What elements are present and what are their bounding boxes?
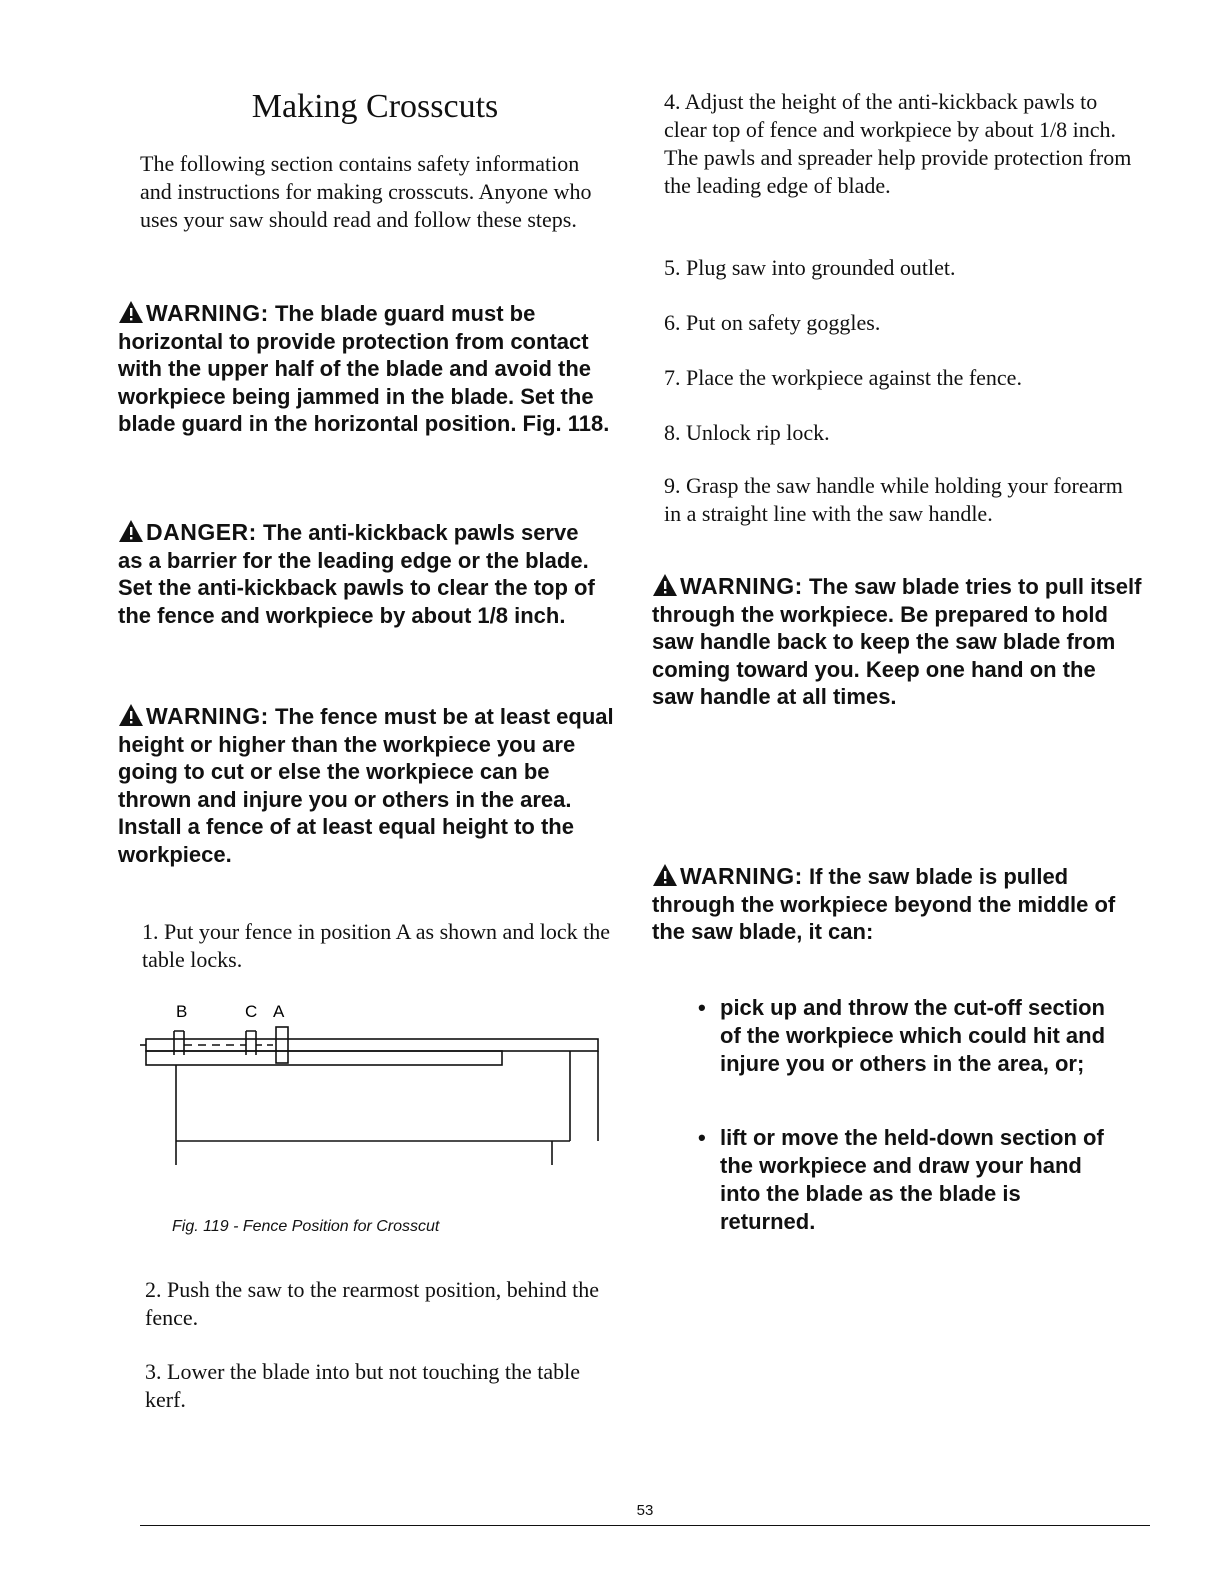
step-5: 5. Plug saw into grounded outlet.	[664, 255, 956, 280]
warning-text: The blade guard must be horizontal to provide protection from contact with the upper half of the blade and avoid the workpiece being jammed in the blade. Set the blade guard in the horizontal position. Fig. 118.	[118, 301, 610, 436]
page-number: 53	[636, 1502, 654, 1519]
bullet-icon: •	[698, 1125, 706, 1150]
page-title: Making Crosscuts	[251, 88, 499, 125]
warning-text: The saw blade tries to pull itself through the workpiece. Be prepared to hold saw handle back to keep the saw blade from coming toward you. Keep one hand on the saw handle at all times.	[652, 574, 1142, 709]
fence-label-b: B	[176, 1002, 188, 1021]
list-item: • pick up and throw the cut-off section of the workpiece which could hit and injure you or others in the area, or;	[698, 995, 1106, 1076]
danger-text: The anti-kickback pawls serve as a barrier for the leading edge or the blade. Set the anti-kickback pawls to clear the top of the fence and workpiece by about 1/8 inch.	[118, 520, 595, 628]
step-2: 2. Push the saw to the rearmost position, behind the fence.	[145, 1277, 599, 1330]
warning-fence-height	[118, 703, 618, 868]
warning-label: WARNING:	[146, 300, 269, 326]
warning-triangle-icon	[652, 573, 678, 597]
warning-triangle-icon	[118, 703, 144, 727]
warning-label: WARNING:	[680, 863, 803, 889]
footer-rule	[140, 1525, 1150, 1526]
warning-triangle-icon	[118, 519, 144, 543]
warning-label: WARNING:	[146, 703, 269, 729]
hazard-list	[698, 994, 1118, 1236]
step-6: 6. Put on safety goggles.	[664, 310, 881, 335]
danger-anti-kickback	[118, 519, 598, 629]
intro-paragraph: The following section contains safety information and instructions for making crosscuts. Anyone who uses your saw should read and follow these steps.	[140, 151, 592, 232]
figure-caption: Fig. 119 - Fence Position for Crosscut	[172, 1218, 440, 1235]
step-8: 8. Unlock rip lock.	[664, 420, 830, 445]
warning-triangle-icon	[118, 300, 144, 324]
warning-blade-guard	[118, 300, 618, 438]
warning-label: WARNING:	[680, 573, 803, 599]
fence-position-diagram	[140, 995, 610, 1175]
warning-text: If the saw blade is pulled through the workpiece beyond the middle of the saw blade, it can:	[652, 864, 1116, 944]
bullet-icon: •	[698, 995, 706, 1020]
fence-label-c: C	[245, 1002, 258, 1021]
step-9: 9. Grasp the saw handle while holding your forearm in a straight line with the saw handle.	[664, 473, 1123, 526]
step-4: 4. Adjust the height of the anti-kickback pawls to clear top of fence and workpiece by about 1/8 inch. The pawls and spreader help provide protection from the leading edge of blade.	[664, 89, 1132, 198]
step-7: 7. Place the workpiece against the fence.	[664, 365, 1022, 390]
danger-label: DANGER:	[146, 519, 257, 545]
step-1: 1. Put your fence in position A as shown and lock the table locks.	[142, 919, 611, 972]
list-item: • lift or move the held-down section of the workpiece and draw your hand into the blade as the blade is returned.	[698, 1125, 1104, 1234]
warning-beyond-middle	[652, 863, 1142, 946]
warning-blade-pulls	[652, 573, 1142, 711]
fence-label-a: A	[273, 1002, 285, 1021]
step-3: 3. Lower the blade into but not touching the table kerf.	[145, 1359, 581, 1412]
warning-triangle-icon	[652, 863, 678, 887]
warning-text: The fence must be at least equal height or higher than the workpiece you are going to cut or else the workpiece can be thrown and injure you or others in the area. Install a fence of at least equal height to the workpiece.	[118, 704, 614, 867]
